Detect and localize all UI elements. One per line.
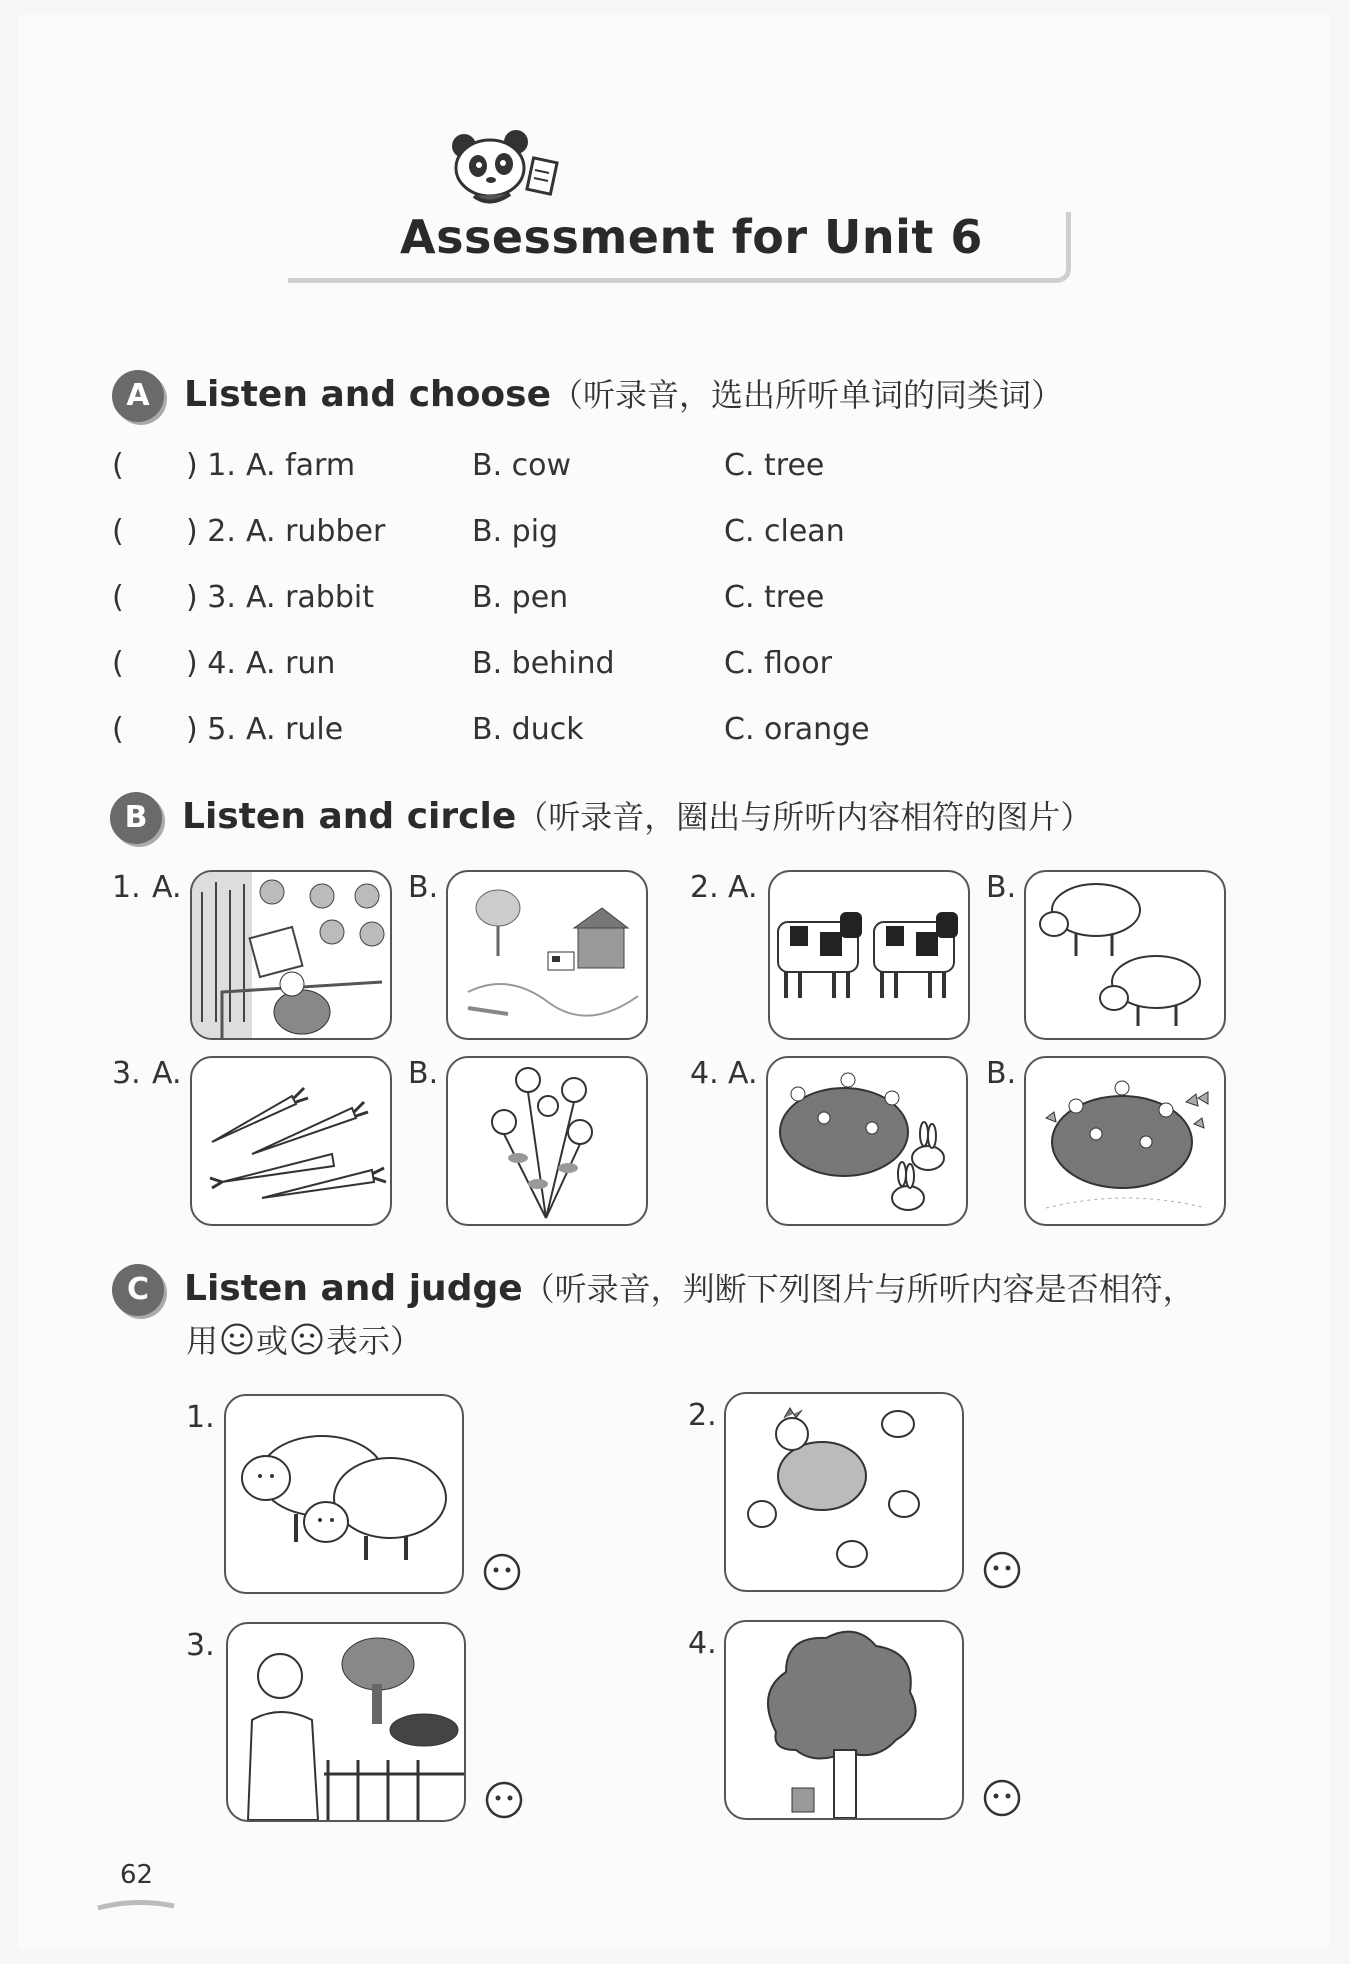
section-b-badge: B [110, 792, 162, 844]
page-swoosh [96, 1898, 176, 1912]
c1-sheep-picture [224, 1394, 464, 1594]
b3-number: 3. [112, 1056, 141, 1091]
sad-face-icon [290, 1322, 324, 1356]
section-b-heading [182, 792, 1092, 838]
option-a: A. run [246, 646, 336, 681]
question-number: ) 4. [186, 646, 236, 681]
section-a-heading [184, 370, 1063, 416]
c4-tree-picture [724, 1620, 964, 1820]
b2-b-sheep-picture[interactable] [1024, 870, 1226, 1040]
option-b: B. duck [472, 712, 584, 747]
section-a-instructions: （听录音，选出所听单词的同类词） [551, 376, 1064, 414]
option-b: B. pen [472, 580, 569, 615]
section-c-heading [184, 1264, 1195, 1310]
c3-answer-face-icon[interactable] [484, 1780, 524, 1820]
c2-number: 2. [688, 1398, 717, 1433]
b2-number: 2. [690, 870, 719, 905]
question-number: ) 1. [186, 448, 236, 483]
section-c-cn-or: 或 [256, 1322, 289, 1360]
c2-hen-chicks-picture [724, 1392, 964, 1592]
b4-b-bush-butterflies-picture[interactable] [1024, 1056, 1226, 1226]
option-c: C. tree [724, 580, 825, 615]
b1-number: 1. [112, 870, 141, 905]
section-b-title: Listen and circle [182, 796, 517, 837]
panda-icon [446, 128, 566, 214]
b2-b-label: B. [986, 870, 1017, 905]
c4-answer-face-icon[interactable] [982, 1778, 1022, 1818]
answer-paren-open[interactable]: ( [112, 580, 124, 615]
page-number: 62 [120, 1860, 154, 1890]
answer-paren-open[interactable]: ( [112, 646, 124, 681]
section-c-badge: C [112, 1264, 164, 1316]
page-title: Assessment for Unit 6 [400, 210, 983, 264]
b1-b-label: B. [408, 870, 439, 905]
option-b: B. behind [472, 646, 615, 681]
option-c: C. clean [724, 514, 845, 549]
b4-number: 4. [690, 1056, 719, 1091]
b4-b-label: B. [986, 1056, 1017, 1091]
b3-b-label: B. [408, 1056, 439, 1091]
section-a-badge: A [112, 370, 164, 422]
option-a: A. rabbit [246, 580, 374, 615]
question-number: ) 2. [186, 514, 236, 549]
c1-number: 1. [186, 1400, 215, 1435]
option-a: A. rule [246, 712, 344, 747]
c3-man-garden-picture [226, 1622, 466, 1822]
section-c-title: Listen and judge [184, 1268, 523, 1309]
smile-face-icon [220, 1322, 254, 1356]
b2-a-cows-picture[interactable] [768, 870, 970, 1040]
option-a: A. rubber [246, 514, 386, 549]
c1-answer-face-icon[interactable] [482, 1552, 522, 1592]
option-b: B. cow [472, 448, 572, 483]
section-b-instructions: （听录音，圈出与所听内容相符的图片） [516, 798, 1093, 836]
option-b: B. pig [472, 514, 559, 549]
b3-a-carrots-picture[interactable] [190, 1056, 392, 1226]
answer-paren-open[interactable]: ( [112, 712, 124, 747]
section-c-instructions-line2 [186, 1316, 422, 1362]
b3-a-label: A. [152, 1056, 182, 1091]
b1-a-garden-picture[interactable] [190, 870, 392, 1040]
section-c-cn-show: 表示） [326, 1322, 423, 1360]
answer-paren-open[interactable]: ( [112, 514, 124, 549]
question-number: ) 3. [186, 580, 236, 615]
b4-a-label: A. [728, 1056, 758, 1091]
b4-a-bush-rabbits-picture[interactable] [766, 1056, 968, 1226]
question-number: ) 5. [186, 712, 236, 747]
option-c: C. orange [724, 712, 870, 747]
b1-b-farm-picture[interactable] [446, 870, 648, 1040]
c2-answer-face-icon[interactable] [982, 1550, 1022, 1590]
section-a-title: Listen and choose [184, 374, 551, 415]
option-a: A. farm [246, 448, 356, 483]
section-c-instructions: （听录音，判断下列图片与所听内容是否相符， [522, 1270, 1195, 1308]
c3-number: 3. [186, 1628, 215, 1663]
section-c-cn-use: 用 [186, 1322, 219, 1360]
b3-b-flowers-picture[interactable] [446, 1056, 648, 1226]
answer-paren-open[interactable]: ( [112, 448, 124, 483]
option-c: C. tree [724, 448, 825, 483]
option-c: C. floor [724, 646, 832, 681]
b1-a-label: A. [152, 870, 182, 905]
c4-number: 4. [688, 1626, 717, 1661]
b2-a-label: A. [728, 870, 758, 905]
